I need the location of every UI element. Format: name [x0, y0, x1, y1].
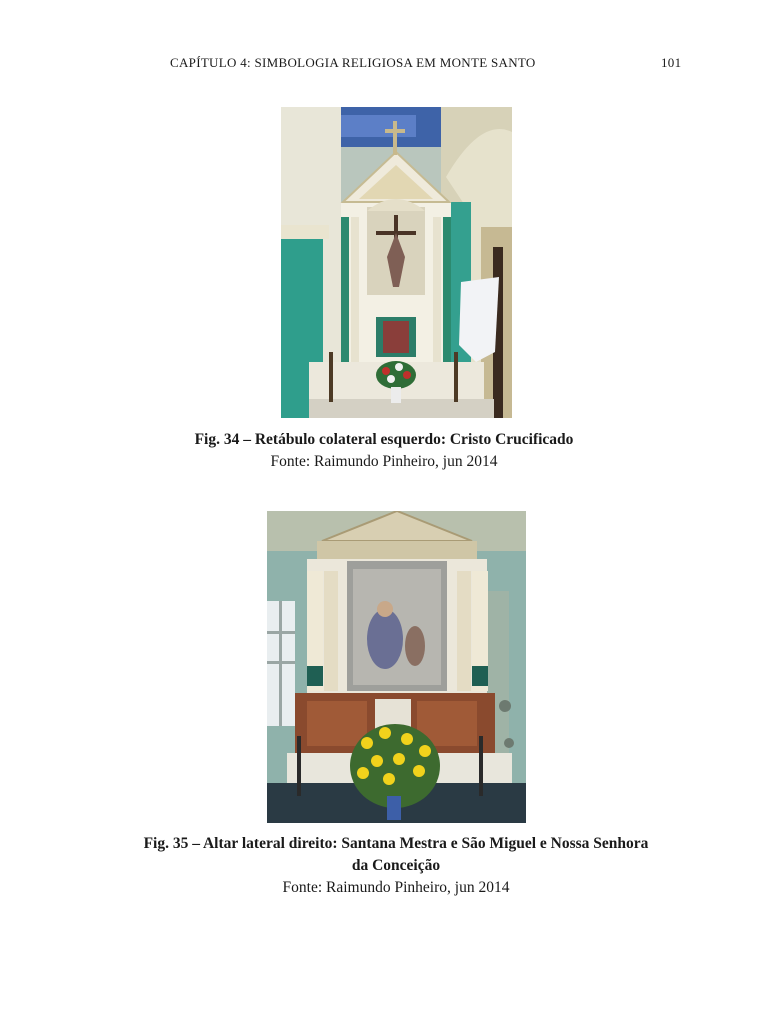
figure-34-caption: Fig. 34 – Retábulo colateral esquerdo: Cristo Crucificado [194, 431, 574, 448]
running-header [0, 55, 768, 73]
chapter-title: CAPÍTULO 4: SIMBOLOGIA RELIGIOSA EM MONTE SANTO [170, 55, 536, 70]
figure-34-source: Fonte: Raimundo Pinheiro, jun 2014 [270, 453, 498, 470]
figure-35-photo [267, 511, 526, 823]
page-number: 101 [661, 55, 682, 70]
figure-35-source: Fonte: Raimundo Pinheiro, jun 2014 [282, 879, 510, 896]
altar-left-photo [281, 107, 512, 418]
figure-35-caption-block [100, 833, 692, 899]
figure-34-caption-block [0, 429, 768, 473]
figure-35-caption-line1: Fig. 35 – Altar lateral direito: Santana Mestra e São Miguel e Nossa Senhora [143, 835, 649, 852]
figure-35-caption-line2: da Conceição [351, 857, 441, 874]
altar-right-photo [267, 511, 526, 823]
figure-34-photo [281, 107, 512, 418]
